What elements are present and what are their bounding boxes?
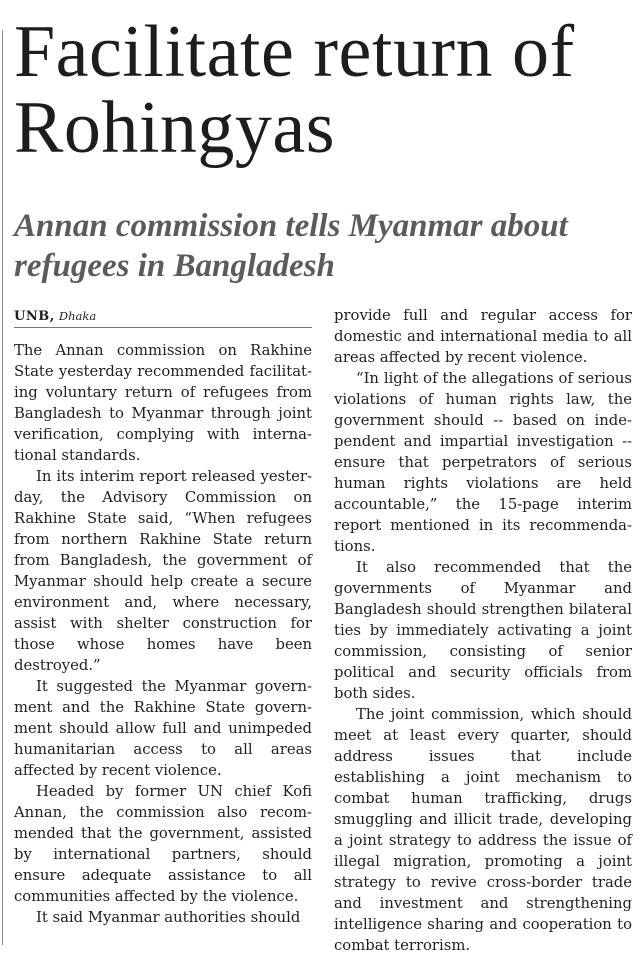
paragraph: It suggested the Myanmar government and the Rakhine State government should allow full and unimpeded humanitarian access to all areas affected by recent violence.	[14, 678, 312, 779]
paragraph: Headed by former UN chief Kofi Annan, the commission also recommended that the government, assisted by international partners, should ensure adequate assistance to all communities affected by the violence.	[14, 783, 312, 905]
paragraph: In its interim report released yesterday, the Advisory Commission on Rakhine State said, “When refugees from northern Rakhine State return from Bangladesh, the government of Myanmar should help create a secure environment and, where necessary, assist with shelter construction for those whose homes have been destroyed.”	[14, 468, 312, 674]
byline-agency: UNB,	[14, 309, 55, 324]
paragraph: It said Myanmar authorities should	[36, 909, 301, 926]
paragraph: The Annan commission on Rakhine State yesterday recommended facilitating voluntary return of refugees from Bangladesh to Myanmar through joint verification, complying with international standards.	[14, 342, 312, 464]
paragraph: provide full and regular access for domestic and international media to all areas affected by recent violence.	[334, 307, 632, 366]
byline-place: Dhaka	[58, 309, 97, 323]
byline	[14, 305, 312, 328]
paragraph: It also recommended that the governments of Myanmar and Bangladesh should strengthen bilateral ties by immediately activating a joint commission, consisting of senior political and security officials from both sides.	[334, 559, 632, 702]
article-column-right	[334, 305, 632, 956]
headline: Facilitate return of Rohingyas	[14, 11, 575, 169]
subheadline: Annan commission tells Myanmar about refugees in Bangladesh	[14, 208, 568, 284]
left-column-rule	[2, 30, 3, 945]
paragraph: The joint commission, which should meet at least every quarter, should address issues that include establishing a joint mechanism to combat human trafficking, drugs smuggling and illicit trade, developing a joint strategy to address the issue of illegal migration, promoting a joint strategy to revive cross-border trade and investment and strengthening intelligence sharing and cooperation to combat terrorism.	[334, 706, 632, 954]
paragraph: “In light of the allegations of serious violations of human rights law, the government should -- based on independent and impartial investigation -- ensure that perpetrators of serious human rights violations are held accountable,” the 15-page interim report mentioned in its recommendations.	[334, 370, 632, 555]
article-column-left	[14, 305, 312, 928]
